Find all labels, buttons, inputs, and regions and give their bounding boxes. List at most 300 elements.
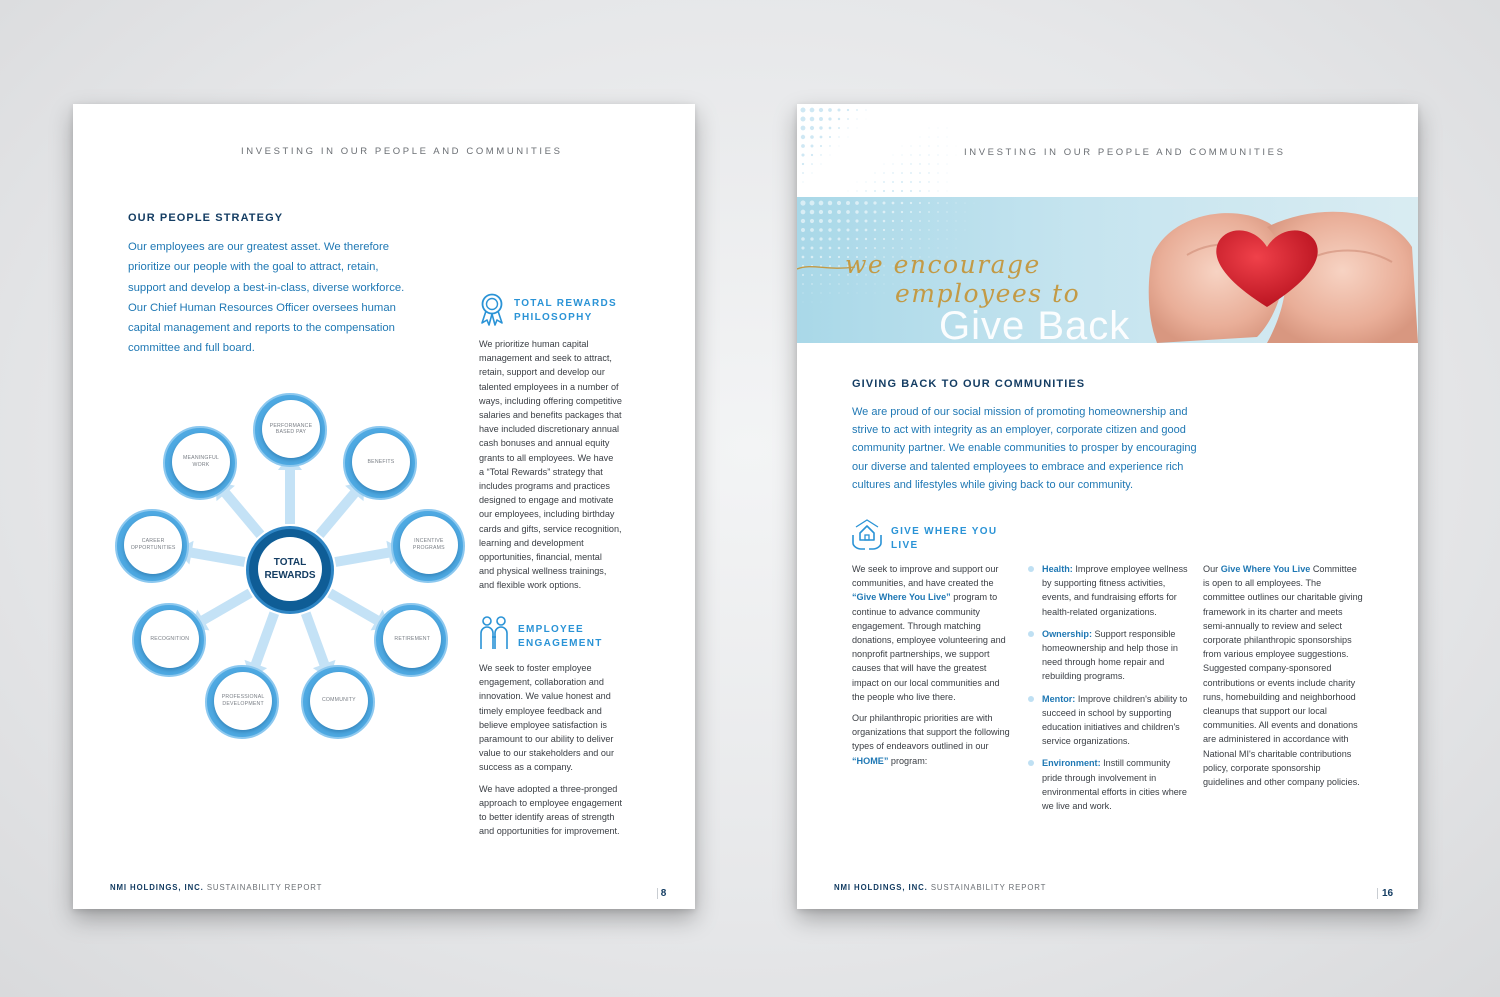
dot — [830, 155, 831, 156]
dot — [847, 247, 849, 249]
dot — [946, 220, 947, 221]
dot — [938, 248, 939, 249]
body-line: opportunities, financial, mental — [479, 552, 602, 563]
dot — [866, 119, 867, 120]
spoke-label: MEANINGFUL WORK — [172, 433, 230, 491]
dot — [838, 256, 840, 258]
dot — [828, 117, 831, 120]
dot — [857, 128, 858, 129]
spoke-meaningful-work — [163, 426, 237, 500]
dot — [801, 237, 805, 241]
dot — [910, 220, 912, 222]
dot — [837, 228, 840, 231]
dot — [883, 181, 885, 183]
dot — [938, 191, 939, 192]
center-total-rewards — [246, 526, 334, 614]
dot — [829, 145, 830, 146]
dot — [829, 283, 830, 284]
dot — [828, 219, 832, 223]
total-rewards-body — [479, 337, 644, 593]
dot — [801, 117, 806, 122]
body-line: and opportunities for improvement. — [479, 826, 620, 837]
dot — [883, 211, 886, 214]
dot — [892, 238, 894, 240]
dot — [874, 211, 877, 214]
dot — [819, 108, 823, 112]
dot — [919, 211, 921, 213]
footer-company: NMI HOLDINGS, INC. — [834, 883, 928, 892]
dot — [884, 164, 885, 165]
dot — [965, 203, 966, 204]
spoke-professional-development — [205, 665, 279, 739]
dot — [892, 220, 894, 222]
dot — [911, 146, 912, 147]
dot — [884, 284, 885, 285]
left-page — [73, 104, 695, 909]
dot — [956, 248, 957, 249]
body-line: grants to all employees. We have — [479, 452, 614, 463]
dot — [865, 229, 868, 232]
body-line: have included discretionary annual — [479, 424, 620, 435]
dot — [893, 284, 894, 285]
employee-engagement-heading-text: EMPLOYEE ENGAGEMENT — [518, 624, 603, 649]
body-line: timely employee feedback and — [479, 705, 602, 716]
dot — [910, 229, 912, 231]
script-swash — [797, 261, 857, 273]
banner-script-line-1: we encourage — [845, 250, 1041, 279]
dot — [800, 200, 805, 205]
dot — [837, 201, 841, 205]
dot — [829, 247, 832, 250]
dot — [865, 247, 867, 249]
dot — [865, 109, 866, 110]
dot — [874, 190, 876, 192]
dot — [901, 202, 904, 205]
dot — [802, 163, 804, 165]
body-line: and flexible work options. — [479, 580, 582, 591]
lead-line: capital management and reports to the compensation — [128, 322, 395, 335]
dot — [919, 154, 920, 155]
dot — [820, 256, 822, 258]
dot — [855, 201, 859, 205]
dot — [801, 135, 805, 139]
dot — [846, 201, 850, 205]
dot — [801, 246, 804, 249]
dot — [801, 210, 806, 215]
dot — [937, 163, 938, 164]
footer — [834, 883, 1046, 892]
dot — [919, 190, 921, 192]
dot — [829, 136, 831, 138]
dot — [910, 247, 911, 248]
dot — [856, 283, 857, 284]
body-line: our employees, including birthday — [479, 509, 615, 520]
spoke-incentive-programs — [391, 509, 465, 583]
lead-line: our diverse and talented employees to embrace and experience rich — [852, 460, 1184, 473]
body-line: paramount to our ability to deliver — [479, 734, 614, 745]
dot — [811, 292, 812, 293]
dot — [965, 230, 966, 231]
dot — [811, 145, 814, 148]
dot — [875, 293, 876, 294]
spoke-label: INCENTIVE PROGRAMS — [400, 516, 458, 574]
engagement-para-2 — [479, 782, 644, 839]
dot — [846, 219, 849, 222]
dot — [838, 283, 839, 284]
dot — [847, 238, 850, 241]
lead-paragraph — [852, 403, 1272, 494]
body-line: and physical wellness trainings, — [479, 566, 607, 577]
total-rewards-heading-text: TOTAL REWARDS PHILOSOPHY — [514, 298, 618, 323]
footer-report: SUSTAINABILITY REPORT — [930, 883, 1047, 892]
dot — [947, 155, 948, 156]
lead-line: We are proud of our social mission of promoting homeownership and — [852, 406, 1188, 418]
dot — [828, 237, 831, 240]
give-where-heading-text: GIVE WHERE YOU LIVE — [891, 526, 998, 551]
col1-highlight: “Give Where You Live” — [852, 592, 951, 603]
body-line: designed to engage and motivate — [479, 495, 614, 506]
dot — [855, 210, 858, 213]
dot — [875, 284, 876, 285]
dot — [865, 220, 868, 223]
dot — [811, 154, 813, 156]
dot — [847, 109, 849, 111]
dot — [829, 274, 831, 276]
list-item-health — [1028, 562, 1190, 619]
dot — [937, 154, 938, 155]
lead-line: cultures and lifestyles while giving back to our community. — [852, 478, 1134, 491]
col3-highlight: Give Where You Live — [1220, 564, 1311, 574]
dot — [838, 127, 840, 129]
lead-line: Our employees are our greatest asset. We therefore — [128, 241, 390, 253]
list-item-ownership — [1028, 627, 1190, 684]
footer-company: NMI HOLDINGS, INC. — [110, 883, 204, 892]
dot — [883, 238, 885, 240]
col3-text: Committee is open to all employees. The committee outlines our charitable giving framework in its charter and meets semi-annually to review and select corporate philanthropic sponsorships from various employee suggestions. Suggested company-sponsored contributions or events include charity runs, homebuilding and neighborhood cleanups that support our local communities. All events and donations are administered in accordance with National MI's charitable contributions policy, corporate sponsorship guidelines and other company policies. — [1203, 564, 1363, 788]
dot — [819, 126, 822, 129]
dot — [956, 239, 957, 240]
hands-heart-image — [1147, 197, 1418, 343]
spoke-benefits — [343, 426, 417, 500]
spoke-recognition — [132, 603, 206, 677]
footer-report: SUSTAINABILITY REPORT — [206, 883, 323, 892]
body-line: learning and development — [479, 537, 584, 548]
spoke-label: COMMUNITY — [310, 672, 368, 730]
spoke-career-opportunities — [115, 509, 189, 583]
dot — [947, 137, 948, 138]
dot — [946, 229, 947, 230]
dot — [946, 202, 947, 203]
dot — [856, 229, 859, 232]
dot — [956, 221, 957, 222]
dot — [892, 229, 894, 231]
banner-script-line-2: employees to — [895, 279, 1081, 308]
dot — [920, 137, 921, 138]
total-rewards-lines — [479, 337, 644, 593]
dot — [910, 181, 912, 183]
dot — [947, 248, 948, 249]
lead-line: strive to act with integrity as an employer, corporate citizen and good — [852, 424, 1186, 437]
dot — [810, 201, 815, 206]
dot — [956, 230, 957, 231]
dot — [892, 202, 895, 205]
dot — [865, 190, 866, 191]
spoke-label: CAREER OPPORTUNITIES — [124, 516, 182, 574]
col3-text: Our — [1203, 564, 1221, 574]
dot — [801, 228, 805, 232]
item-text: Improve employee wellness by supporting fitness activities, events, and fundraising efforts for health-related organizations. — [1042, 564, 1188, 617]
dot — [838, 118, 840, 120]
dot — [892, 190, 894, 192]
col3-para — [1203, 562, 1363, 789]
dot — [901, 211, 903, 213]
spoke-performance-based-pay — [253, 393, 327, 467]
dot — [837, 219, 841, 223]
body-line: management and seek to attract, — [479, 353, 612, 364]
dot — [956, 212, 957, 213]
dot — [874, 229, 876, 231]
dot — [919, 172, 921, 174]
lead-line: community partner. We enable communities to prosper by encouraging — [852, 442, 1197, 455]
dot — [883, 247, 885, 249]
body-line: engagement, collaboration and — [479, 677, 604, 688]
dot — [910, 172, 912, 174]
body-line: We have adopted a three-pronged — [479, 783, 618, 794]
dot — [848, 137, 849, 138]
dot — [928, 172, 929, 173]
dot — [838, 136, 839, 137]
dot — [937, 211, 938, 212]
dot — [929, 137, 930, 138]
dot — [937, 172, 938, 173]
dot — [901, 163, 902, 164]
dot — [811, 163, 813, 165]
dot — [919, 163, 920, 164]
dot — [883, 190, 885, 192]
dot — [838, 238, 841, 241]
lead-paragraph — [128, 237, 458, 359]
section-title: GIVING BACK TO OUR COMMUNITIES — [852, 378, 1086, 390]
dot — [802, 283, 804, 285]
dot — [855, 219, 858, 222]
dot — [820, 283, 821, 284]
dot — [848, 191, 849, 192]
column-3 — [1203, 562, 1363, 796]
page-number: 16 — [1377, 888, 1397, 899]
item-label: Environment: — [1042, 758, 1101, 769]
dot — [955, 202, 956, 203]
home-program-list — [1028, 562, 1190, 813]
col1-para-1 — [852, 562, 1012, 704]
dot — [892, 211, 895, 214]
dot — [820, 274, 822, 276]
dot — [857, 182, 858, 183]
dot — [928, 247, 929, 248]
col1-text: We seek to improve and support our communities, and have created the — [852, 564, 999, 589]
dot — [811, 274, 813, 276]
dot — [928, 145, 929, 146]
dot — [848, 293, 849, 294]
spoke-label: BENEFITS — [352, 433, 410, 491]
dot — [901, 220, 903, 222]
dot — [901, 172, 903, 174]
spoke-label: RECOGNITION — [141, 610, 199, 668]
dot — [947, 191, 948, 192]
dot — [928, 154, 929, 155]
spoke-retirement — [374, 603, 448, 677]
dot — [856, 118, 857, 119]
col1-text: program to continue to advance community engagement. Through matching donations, employee volunteering and nonprofit partnerships, we support causes that will have the greatest impact on our local communities and the people who live there. — [852, 592, 1006, 702]
body-line: to better identify areas of strength — [479, 812, 615, 823]
dot — [910, 211, 912, 213]
section-title: OUR PEOPLE STRATEGY — [128, 212, 284, 224]
body-line: salaries and benefits packages that — [479, 410, 622, 421]
dot — [946, 211, 947, 212]
dot — [856, 190, 857, 191]
dot — [901, 247, 903, 249]
dot — [846, 228, 849, 231]
dot — [810, 108, 815, 113]
dot — [919, 220, 921, 222]
dot — [801, 219, 805, 223]
dot — [810, 126, 814, 130]
dot — [803, 182, 804, 183]
dot — [892, 181, 894, 183]
body-line: talented employees in a number of — [479, 381, 619, 392]
dot — [937, 181, 938, 182]
dot — [928, 202, 930, 204]
dot — [928, 190, 929, 191]
dot — [866, 293, 867, 294]
dot — [837, 108, 840, 111]
dot — [901, 238, 903, 240]
dot — [865, 238, 867, 240]
dot — [947, 128, 948, 129]
dot — [810, 237, 813, 240]
dot — [821, 164, 822, 165]
dot — [965, 221, 966, 222]
total-rewards-diagram — [108, 394, 468, 754]
dot — [883, 172, 884, 173]
page-number: 8 — [657, 888, 669, 899]
body-line: We seek to foster employee — [479, 663, 592, 673]
dot — [956, 155, 957, 156]
dot — [910, 163, 911, 164]
footer — [110, 883, 322, 892]
employee-engagement-body — [479, 661, 644, 838]
item-label: Health: — [1042, 564, 1073, 574]
dot — [819, 201, 824, 206]
lead-line: committee and full board. — [128, 342, 255, 355]
dot — [820, 154, 821, 155]
dot — [821, 302, 822, 303]
dot — [928, 238, 929, 239]
dot — [811, 283, 812, 284]
dot — [811, 256, 814, 259]
dot — [830, 293, 831, 294]
dot — [810, 210, 815, 215]
body-line: believe employee satisfaction is — [479, 719, 607, 730]
dot — [910, 238, 912, 240]
dot — [802, 172, 804, 174]
dot — [812, 173, 813, 174]
dot — [820, 145, 822, 147]
dot — [974, 203, 975, 204]
lead-line: prioritize our people with the goal to attract, retain, — [128, 261, 379, 274]
award-ribbon-icon — [478, 292, 506, 331]
dot — [902, 155, 903, 156]
dot — [919, 238, 920, 239]
body-line: includes programs and practices — [479, 481, 610, 492]
dot — [901, 181, 903, 183]
dot — [892, 247, 894, 249]
dot — [864, 201, 867, 204]
dot — [956, 146, 957, 147]
spoke-community — [301, 665, 375, 739]
dot — [883, 202, 886, 205]
dot — [866, 182, 867, 183]
dot — [847, 127, 848, 128]
dot — [920, 146, 921, 147]
dot — [866, 284, 867, 285]
dot — [811, 247, 814, 250]
total-rewards-heading — [478, 292, 624, 331]
dot — [810, 117, 815, 122]
dot — [892, 172, 893, 173]
body-line: cards and gifts, service recognition, — [479, 523, 622, 534]
dot — [919, 181, 921, 183]
dot — [883, 220, 886, 223]
dot — [901, 190, 903, 192]
dot — [810, 135, 814, 139]
dot — [847, 283, 848, 284]
house-in-hands-icon — [851, 519, 883, 556]
column-1 — [852, 562, 1012, 775]
dot — [803, 302, 804, 303]
dot — [802, 256, 805, 259]
body-line: ways, including offering competitive — [479, 395, 622, 406]
employee-engagement-heading — [478, 615, 628, 656]
dot — [828, 108, 832, 112]
dot — [947, 182, 948, 183]
dot — [883, 229, 885, 231]
give-back-banner — [797, 197, 1418, 343]
body-line: approach to employee engagement — [479, 797, 623, 808]
dot — [910, 202, 912, 204]
dot — [819, 117, 823, 121]
dot — [847, 118, 849, 120]
dot — [919, 229, 921, 231]
body-line: cash bonuses and annual equity — [479, 438, 610, 449]
dot — [810, 219, 814, 223]
dot — [819, 219, 823, 223]
item-text: Support responsible homeownership and help those in need through home repair and rebuilding programs. — [1042, 628, 1178, 682]
dot — [856, 247, 858, 249]
dot — [928, 181, 929, 182]
dot — [874, 238, 876, 240]
dot — [801, 153, 804, 156]
dot — [856, 238, 859, 241]
dot — [947, 146, 948, 147]
dot — [828, 210, 832, 214]
col1-para-2 — [852, 711, 1012, 768]
dot — [928, 229, 929, 230]
dot — [838, 274, 840, 276]
dot — [873, 201, 876, 204]
body-line: value to our stakeholders and our — [479, 748, 614, 759]
spoke-label: PERFORMANCE BASED PAY — [262, 400, 320, 458]
list-item-mentor — [1028, 692, 1190, 749]
